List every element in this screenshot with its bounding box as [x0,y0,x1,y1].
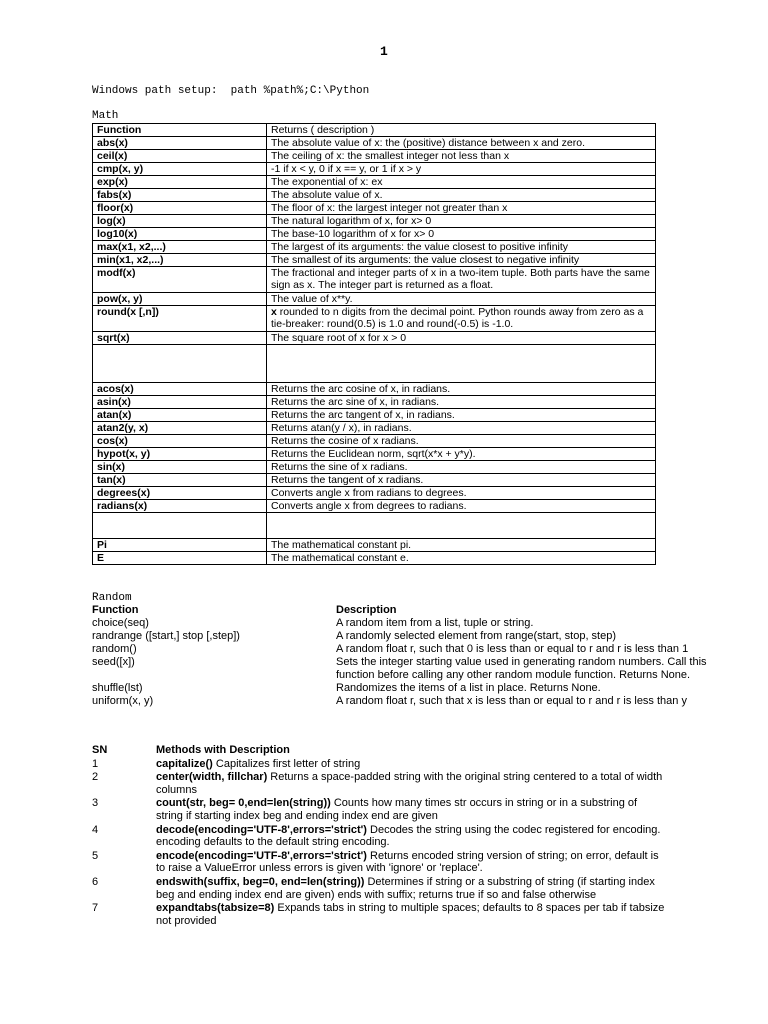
function-description: The mathematical constant e. [267,552,656,565]
method-text: Decodes the string using the codec registered for encoding. encoding defaults to the default string encoding. [156,823,661,849]
table-row [93,189,656,202]
random-header-description: Description [336,604,397,616]
method-description [156,771,666,796]
function-description: Returns the sine of x radians. [267,461,656,474]
random-function-name: choice(seq) [92,617,149,629]
table-row [93,409,656,422]
list-item [92,758,672,771]
table-row [93,293,656,306]
function-description: The natural logarithm of x, for x> 0 [267,215,656,228]
table-row [93,137,656,150]
random-function-description: A random item from a list, tuple or string. [336,617,534,629]
method-text: Determines if string or a substring of string (if starting index beg and ending index end are given) ends with suffix; returns true if so and false otherwise [156,875,655,901]
function-description: Returns atan(y / x), in radians. [267,422,656,435]
random-function-description: A randomly selected element from range(start, stop, step) [336,630,617,642]
method-description [156,797,666,822]
list-item [92,682,722,695]
random-function-name: randrange ([start,] stop [,step]) [92,630,240,642]
math-functions-table [92,123,656,565]
function-name: hypot(x, y) [93,448,267,461]
method-sn: 2 [92,771,99,784]
method-text: Counts how many times str occurs in string or in a substring of string if starting index beg and ending index end are given [156,797,638,822]
math-heading: Math [92,110,119,122]
methods-header-row [92,744,672,757]
page-number: 1 [380,44,388,59]
method-name: capitalize() [156,757,213,770]
method-description [156,902,666,927]
table-header-row [93,124,656,137]
header-function: Function [93,124,267,137]
table-row [93,435,656,448]
random-function-name: shuffle(lst) [92,682,143,694]
function-description: The mathematical constant pi. [267,539,656,552]
function-description: Returns the arc sine of x, in radians. [267,396,656,409]
method-description [156,876,666,901]
function-description: The square root of x for x > 0 [267,332,656,345]
function-description: Returns the tangent of x radians. [267,474,656,487]
function-name: abs(x) [93,137,267,150]
random-function-description: Randomizes the items of a list in place. Returns None. [336,682,601,694]
table-row [93,552,656,565]
function-description: The largest of its arguments: the value closest to positive infinity [267,241,656,254]
function-description: The floor of x: the largest integer not greater than x [267,202,656,215]
method-sn: 6 [92,875,99,888]
function-description: The absolute value of x. [267,189,656,202]
list-item [92,797,672,822]
random-function-description: A random float r, such that x is less than or equal to r and r is less than y [336,695,687,707]
table-row [93,332,656,345]
function-description: -1 if x < y, 0 if x == y, or 1 if x > y [267,163,656,176]
table-row [93,254,656,267]
random-function-name: uniform(x, y) [92,695,154,707]
table-row [93,267,656,293]
table-row [93,383,656,396]
method-name: count(str, beg= 0,end=len(string)) [156,797,331,810]
function-name: acos(x) [93,383,267,396]
random-function-description: Sets the integer starting value used in generating random numbers. Call this function before calling any other random module function. Returns None. [336,656,707,681]
random-header-function: Function [92,604,139,616]
list-item [92,617,722,630]
header-returns: Returns ( description ) [267,124,656,137]
method-description [156,850,666,875]
list-item [92,850,672,875]
function-description: Returns the arc tangent of x, in radians. [267,409,656,422]
blank-cell [267,345,656,383]
function-description: The fractional and integer parts of x in a two-item tuple. Both parts have the same sign as x. The integer part is returned as a float. [267,267,656,293]
function-name: asin(x) [93,396,267,409]
function-name: ceil(x) [93,150,267,163]
function-description: The ceiling of x: the smallest integer not less than x [267,150,656,163]
table-row [93,176,656,189]
function-description: The value of x**y. [267,293,656,306]
table-row [93,241,656,254]
function-name: log(x) [93,215,267,228]
table-row [93,306,656,332]
function-name: radians(x) [93,500,267,513]
method-text: Returns encoded string version of string; on error, default is to raise a ValueError unless errors is given with 'ignore' or 'replace'. [156,849,659,875]
random-function-description: A random float r, such that 0 is less than or equal to r and r is less than 1 [336,643,689,655]
table-row [93,202,656,215]
function-name: floor(x) [93,202,267,215]
method-sn: 3 [92,797,99,810]
blank-cell [93,513,267,539]
list-item [92,630,722,643]
method-description [156,758,666,771]
function-description: The smallest of its arguments: the value closest to negative infinity [267,254,656,267]
method-description [156,824,666,849]
function-name: degrees(x) [93,487,267,500]
table-row [93,474,656,487]
function-name: tan(x) [93,474,267,487]
path-setup-text: Windows path setup: path %path%;C:\Python [92,85,370,97]
function-name: sqrt(x) [93,332,267,345]
table-row [93,461,656,474]
function-name: cmp(x, y) [93,163,267,176]
function-description: Converts angle x from degrees to radians. [267,500,656,513]
method-sn: 1 [92,757,99,770]
function-description: The absolute value of x: the (positive) distance between x and zero. [267,137,656,150]
method-sn: 4 [92,823,99,836]
description-bold: x [271,306,277,318]
function-name: Pi [93,539,267,552]
method-name: expandtabs(tabsize=8) [156,902,275,915]
method-name: center(width, fillchar) [156,771,268,784]
table-row [93,500,656,513]
random-function-name: random() [92,643,137,655]
function-description: Converts angle x from radians to degrees. [267,487,656,500]
list-item [92,771,672,796]
table-row [93,487,656,500]
table-row [93,215,656,228]
blank-row [93,345,656,383]
method-name: encode(encoding='UTF-8',errors='strict') [156,849,367,862]
method-text: Returns a space-padded string with the original string centered to a total of width columns [156,771,663,796]
function-name: exp(x) [93,176,267,189]
description-text: rounded to n digits from the decimal point. Python rounds away from zero as a tie-breaker: round(0.5) is 1.0 and round(-0.5) is -1.0. [271,306,644,330]
method-text: Capitalizes first letter of string [212,757,361,770]
method-name: decode(encoding='UTF-8',errors='strict') [156,823,367,836]
function-name: pow(x, y) [93,293,267,306]
blank-cell [267,513,656,539]
random-heading: Random [92,592,132,604]
function-description: Returns the cosine of x radians. [267,435,656,448]
function-description: Returns the Euclidean norm, sqrt(x*x + y*y). [267,448,656,461]
list-item [92,643,722,656]
function-name: sin(x) [93,461,267,474]
table-row [93,539,656,552]
table-row [93,228,656,241]
function-description: The exponential of x: ex [267,176,656,189]
random-function-name: seed([x]) [92,656,135,668]
table-row [93,150,656,163]
function-name: fabs(x) [93,189,267,202]
function-description: Returns the arc cosine of x, in radians. [267,383,656,396]
list-item [92,876,672,901]
list-item [92,824,672,849]
function-description: The base-10 logarithm of x for x> 0 [267,228,656,241]
method-text: Expands tabs in string to multiple spaces; defaults to 8 spaces per tab if tabsize not provided [156,902,665,927]
random-functions-list [92,604,722,708]
function-name: log10(x) [93,228,267,241]
function-name: atan2(y, x) [93,422,267,435]
methods-header-title: Methods with Description [156,744,290,756]
function-name: cos(x) [93,435,267,448]
list-item [92,695,722,708]
table-row [93,422,656,435]
blank-cell [93,345,267,383]
table-row [93,163,656,176]
table-row [93,396,656,409]
method-sn: 5 [92,849,99,862]
blank-row [93,513,656,539]
function-description [267,306,656,332]
function-name: min(x1, x2,...) [93,254,267,267]
function-name: max(x1, x2,...) [93,241,267,254]
function-name: E [93,552,267,565]
list-item [92,902,672,927]
function-name: atan(x) [93,409,267,422]
table-row [93,448,656,461]
function-name: modf(x) [93,267,267,293]
method-name: endswith(suffix, beg=0, end=len(string)) [156,875,365,888]
random-header-row [92,604,722,617]
string-methods-list [92,744,672,928]
list-item [92,656,722,682]
function-name: round(x [,n]) [93,306,267,332]
method-sn: 7 [92,902,99,915]
methods-header-sn: SN [92,744,108,756]
